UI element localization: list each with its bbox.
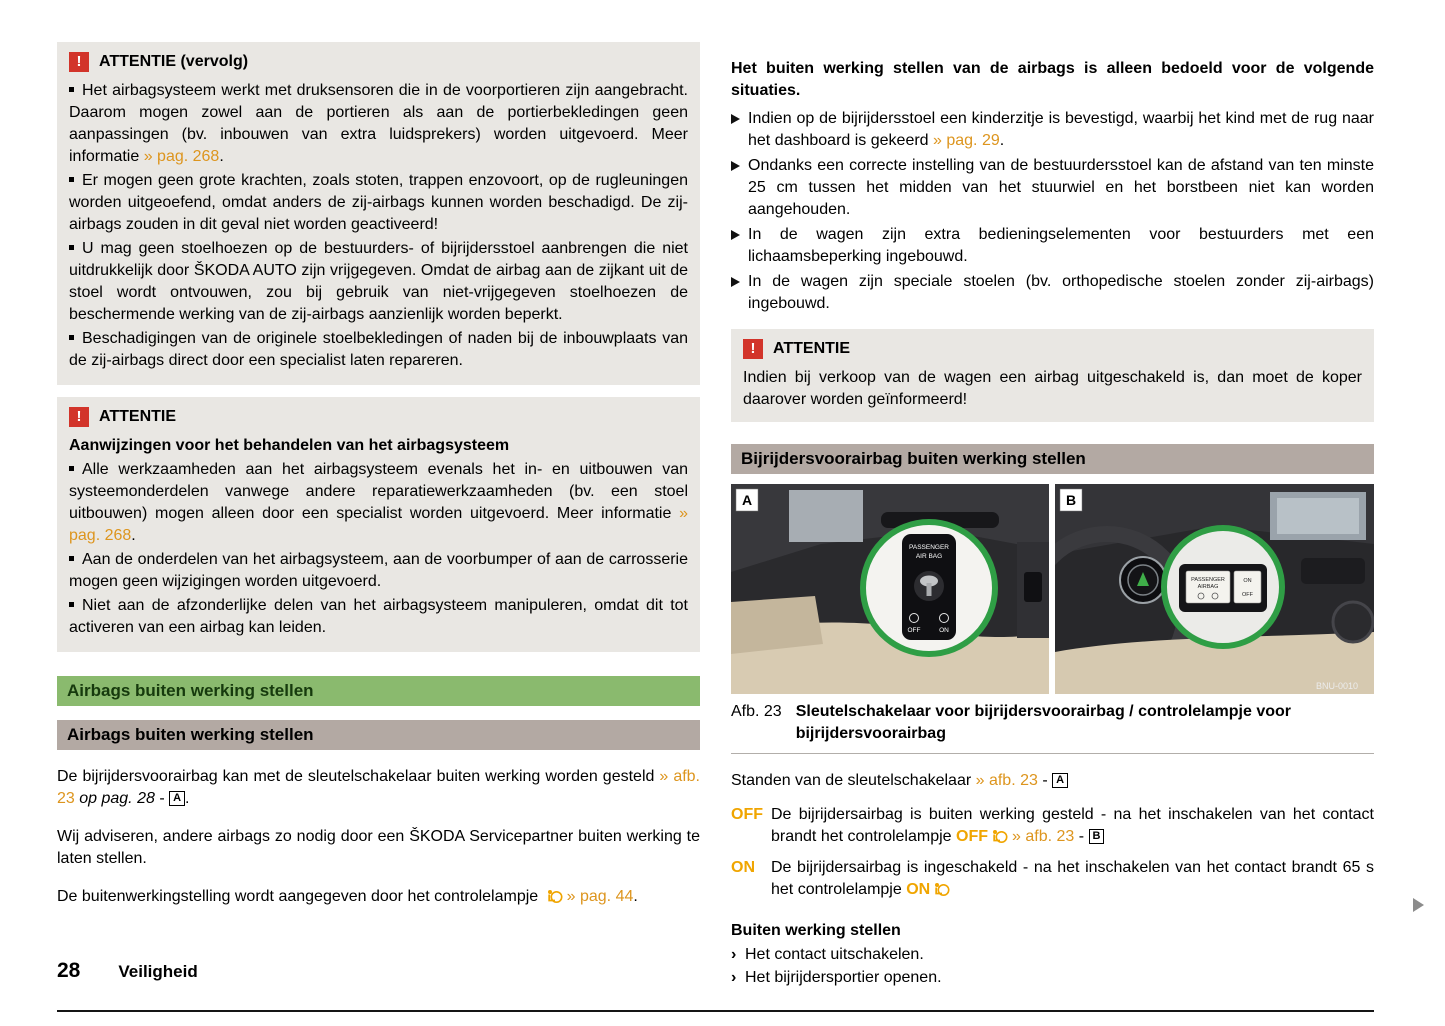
attention-header: [69, 406, 688, 428]
item-text: .: [131, 527, 136, 544]
list-item: [69, 549, 688, 593]
chapter-name: Veiligheid: [118, 962, 198, 981]
list-item: [69, 80, 688, 168]
left-column: [57, 42, 700, 925]
square-bullet-icon: [69, 466, 74, 471]
step-item: [731, 944, 1374, 966]
step-text: Het contact uitschakelen.: [745, 946, 924, 963]
subsection-header-tan: Bijrijdersvoorairbag buiten werking stellen: [731, 444, 1374, 474]
square-bullet-icon: [69, 556, 74, 561]
list-item: Indien op de bijrijdersstoel een kinderzitje is bevestigd, waarbij het kind met de rug naar het dashboard is gekeerd » pag. 29.: [731, 108, 1374, 152]
page-ref-link[interactable]: » pag. 44: [566, 888, 634, 905]
off-definition: [731, 804, 1374, 851]
switch-off-label: OFF: [907, 627, 921, 634]
square-bullet-icon: [69, 87, 74, 92]
square-bullet-icon: [69, 602, 74, 607]
attention-title: ATTENTIE (vervolg): [99, 53, 249, 70]
air-vent: [1301, 558, 1365, 584]
switch-location: [1024, 572, 1042, 602]
list-item: [69, 328, 688, 372]
airbag-indicator-icon: [545, 888, 563, 911]
figure-caption: [731, 701, 1374, 745]
continuation-arrow-icon: [1413, 898, 1424, 912]
attention-header: [743, 338, 1362, 360]
off-term: OFF: [731, 806, 763, 823]
on-definition: [731, 857, 1374, 904]
page-ref-link[interactable]: » pag. 29: [933, 132, 1000, 149]
figure-ref-link[interactable]: » afb. 23: [1012, 828, 1075, 845]
ref-box-b: B: [1089, 829, 1105, 844]
triangle-bullet-icon: [731, 114, 740, 124]
item-text: Indien op de bijrijdersstoel een kinderzitje is bevestigd, waarbij het kind met de rug naar het dashboard is gekeerd: [748, 110, 1374, 149]
lamp-on-label: ON: [906, 881, 931, 898]
item-text: In de wagen zijn extra bedieningselementen voor bestuurders met een lichaamsbeperking ingebouwd.: [748, 226, 1374, 265]
list-item: [69, 459, 688, 547]
attention-box-continued: [57, 42, 700, 385]
attention-box-handling: [57, 397, 700, 652]
page-ref-italic: op pag. 28: [74, 790, 155, 807]
item-text: Beschadigingen van de originele stoelbekledingen of naden bij de inbouwplaats van de zij-airbags direct door een specialist laten repareren.: [69, 330, 688, 369]
off-text: De bijrijdersairbag is buiten werking gesteld - na het inschakelen van het contact brandt het controlelampje OFF » afb. 23 - B: [771, 804, 1374, 851]
section-header-green: Airbags buiten werking stellen: [57, 676, 700, 706]
figure-photo-a: [731, 484, 1049, 694]
round-vent: [1333, 602, 1373, 642]
on-term: ON: [731, 859, 755, 876]
item-text: Alle werkzaamheden aan het airbagsysteem evenals het in- en uitbouwen van systeemonderdelen vanwege andere reparatiewerkzaamheden (bv. een stoel uitbouwen) mogen alleen door een specialist worden uitgevoerd. Meer informatie: [69, 461, 688, 522]
image-code: BNU-0010: [1315, 681, 1359, 691]
figure-photo-b: [1055, 484, 1374, 694]
switch-label: PASSENGER: [909, 544, 949, 551]
steps-title: Buiten werking stellen: [731, 922, 901, 939]
item-text: Er mogen geen grote krachten, zoals stoten, trappen enzovoort, op de rugleuningen worden uitgeoefend, omdat anders de zij-airbags kunnen worden beschadigd. De zij-airbags zouden in dit geval niet worden geactiveerd!: [69, 172, 688, 233]
paragraph-text: Standen van de sleutelschakelaar: [731, 772, 976, 789]
warning-icon: !: [743, 339, 763, 359]
step-item: [731, 967, 1374, 989]
caption-number: Afb. 23: [731, 703, 782, 720]
triangle-bullet-icon: [731, 230, 740, 240]
indicator-text: PASSENGER: [1191, 577, 1225, 583]
paragraph-key-switch: De bijrijdersvoorairbag kan met de sleutelschakelaar buiten werking worden gesteld » afb. 23 op pag. 28 - A .: [57, 768, 701, 807]
display-screen: [1277, 498, 1359, 534]
figure-afb-23: [731, 484, 1374, 694]
paragraph-text: De bijrijdersvoorairbag kan met de sleutelschakelaar buiten werking worden gesteld: [57, 768, 660, 785]
subsection-header-tan: Airbags buiten werking stellen: [57, 720, 700, 750]
panel-label-a: A: [741, 492, 753, 508]
square-bullet-icon: [69, 177, 74, 182]
item-text: Het airbagsysteem werkt met druksensoren die in de voorportieren zijn aangebracht. Daarom mogen zowel aan de portieren als aan de portierbekledingen geen aanpassingen (bv. inbouwen van extra luidsprekers) worden uitgevoerd. Meer informatie: [69, 82, 688, 165]
list-item: [69, 238, 688, 326]
figure-divider: [731, 753, 1374, 754]
ref-box-a: A: [169, 791, 185, 806]
paragraph-service-partner: [57, 826, 700, 870]
airbag-indicator-icon: [990, 828, 1008, 851]
item-text: Ondanks een correcte instelling van de bestuurdersstoel kan de afstand van ten minste 25 cm tussen het midden van het stuurwiel en het borstbeen niet kan worden aangehouden.: [748, 157, 1374, 218]
switch-positions-line: Standen van de sleutelschakelaar » afb. 23 - A: [731, 770, 1374, 792]
list-item: [731, 155, 1374, 221]
intro-bold: Het buiten werking stellen van de airbags is alleen bedoeld voor de volgende situaties.: [731, 60, 1374, 99]
list-item: [69, 170, 688, 236]
list-item: [731, 271, 1374, 315]
ref-box-a: A: [1052, 773, 1068, 788]
attention-subtitle: Aanwijzingen voor het behandelen van het airbagsysteem: [69, 437, 510, 454]
item-text: .: [219, 148, 224, 165]
switch-label: AIR BAG: [915, 553, 943, 560]
door-trim: [731, 596, 823, 654]
page-bottom-rule: [57, 1010, 1374, 1012]
page-ref-link[interactable]: » pag. 268: [143, 148, 220, 165]
paragraph-text: De buitenwerkingstelling wordt aangegeven door het controlelampje: [57, 888, 543, 905]
lamp-off-label: OFF: [956, 828, 988, 845]
window-light: [789, 490, 863, 542]
figure-ref-link[interactable]: » afb. 23: [57, 768, 701, 807]
caption-text: Sleutelschakelaar voor bijrijdersvoorairbag / controlelampje voor bijrijdersvoorairbag: [795, 703, 1291, 742]
switch-on-label: ON: [939, 627, 949, 634]
attention-title: ATTENTIE: [99, 408, 177, 425]
page-ref-link[interactable]: » pag. 268: [69, 505, 688, 544]
item-text: U mag geen stoelhoezen op de bestuurders- of bijrijdersstoel aanbrengen die niet uitdrukkelijk door ŠKODA AUTO zijn vrijgegeven. Omdat de airbag aan de zijkant uit de stoel wordt ontvouwen, zou bij gebruik van niet-vrijgegeven stoelhoezen de beschermende werking van de zij-airbags aanzienlijk worden beperkt.: [69, 240, 688, 323]
airbag-indicator-icon: [932, 881, 950, 904]
figure-ref-link[interactable]: » afb. 23: [975, 772, 1038, 789]
chevron-bullet-icon: ›: [731, 969, 737, 986]
key-shaft: [927, 583, 932, 596]
indicator-window-right: [1234, 571, 1261, 603]
item-text: In de wagen zijn speciale stoelen (bv. orthopedische stoelen zonder zij-airbags) ingebouwd.: [748, 273, 1374, 312]
step-text: Het bijrijdersportier openen.: [745, 969, 942, 986]
on-text: De bijrijdersairbag is ingeschakeld - na het inschakelen van het contact brandt 65 s het controlelampje ON: [771, 857, 1374, 904]
square-bullet-icon: [69, 245, 74, 250]
square-bullet-icon: [69, 335, 74, 340]
item-text: Niet aan de afzonderlijke delen van het airbagsysteem manipuleren, omdat dit tot activeren van een airbag kan leiden.: [69, 597, 688, 636]
page-number: 28: [57, 959, 81, 982]
attention-header: [69, 51, 688, 73]
attention-box-sale: [731, 329, 1374, 422]
indicator-on-label: ON: [1243, 578, 1252, 584]
paragraph-indicator-lamp: De buitenwerkingstelling wordt aangegeven door het controlelampje » pag. 44.: [57, 886, 700, 911]
warning-icon: !: [69, 52, 89, 72]
item-text: Aan de onderdelen van het airbagsysteem, aan de voorbumper of aan de carrosserie mogen geen wijzigingen worden uitgevoerd.: [69, 551, 688, 590]
attention-text: Indien bij verkoop van de wagen een airbag uitgeschakeld is, dan moet de koper daarover worden geïnformeerd!: [743, 369, 1362, 408]
attention-title: ATTENTIE: [773, 340, 851, 357]
indicator-text: AIRBAG: [1197, 584, 1219, 590]
chevron-bullet-icon: ›: [731, 946, 737, 963]
indicator-off-label: OFF: [1242, 592, 1253, 598]
list-item: [731, 224, 1374, 268]
page-footer: [57, 960, 198, 983]
right-column: [731, 42, 1374, 990]
paragraph-text: Wij adviseren, andere airbags zo nodig door een ŠKODA Servicepartner buiten werking te laten stellen.: [57, 828, 700, 867]
panel-label-b: B: [1065, 492, 1077, 508]
list-item: [69, 595, 688, 639]
situation-list: [731, 108, 1374, 315]
warning-icon: !: [69, 407, 89, 427]
triangle-bullet-icon: [731, 161, 740, 171]
triangle-bullet-icon: [731, 277, 740, 287]
